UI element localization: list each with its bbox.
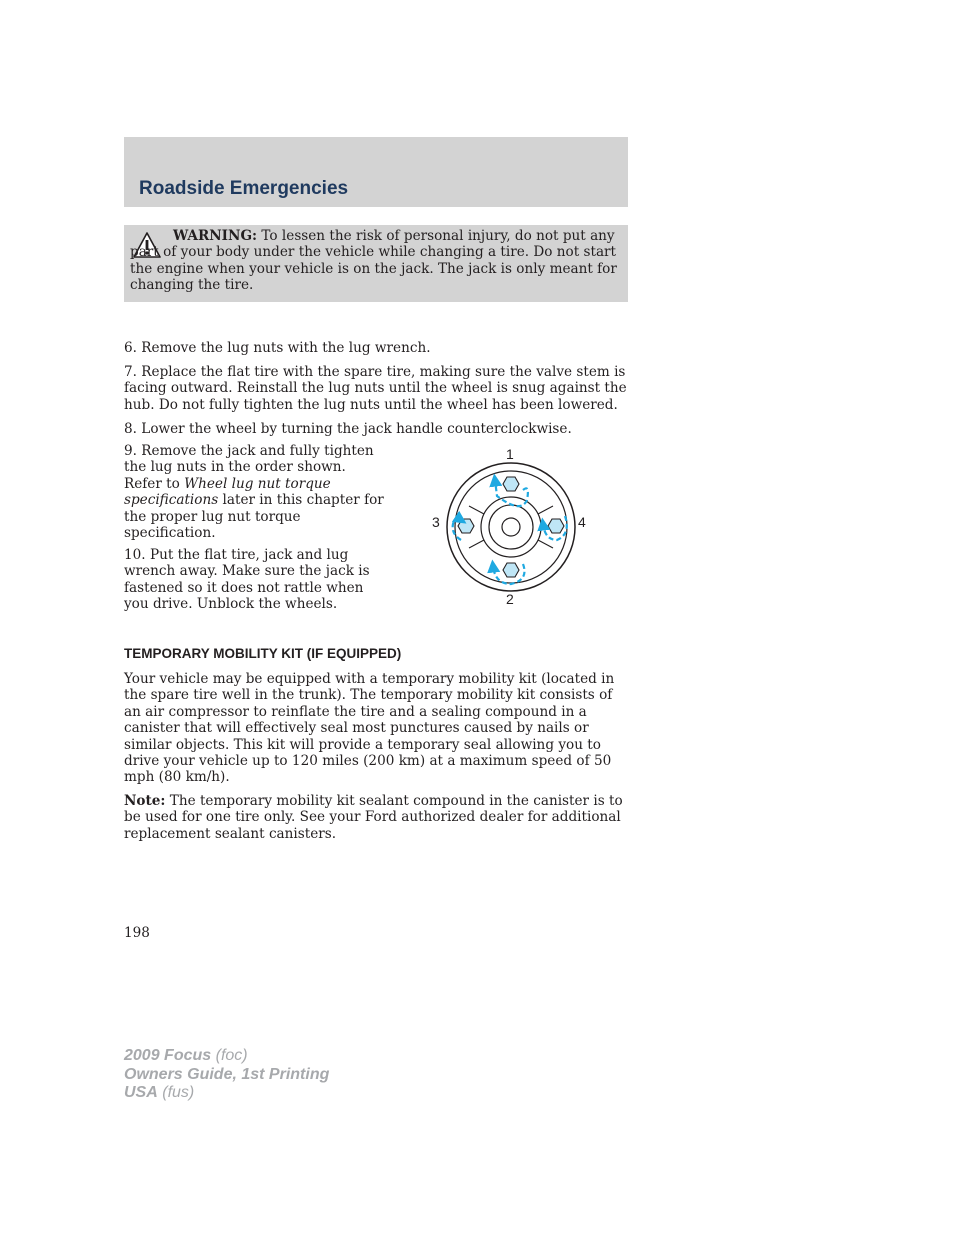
note-paragraph: [124, 793, 628, 842]
lug-nut-1: [503, 477, 519, 491]
footer-line-3: [124, 1084, 329, 1103]
diagram-label-3: 3: [432, 514, 440, 530]
note-label: Note:: [124, 793, 166, 809]
step-6: 6. Remove the lug nuts with the lug wrench.: [124, 340, 431, 356]
warning-label: WARNING:: [173, 228, 258, 244]
lug-nut-order-diagram: [425, 444, 595, 614]
footer-line-1: [124, 1047, 329, 1066]
lug-nut-4: [548, 519, 564, 533]
footer: [124, 1047, 329, 1103]
step-9-text: 9. Remove the jack and fully tighten the lug nuts in the order shown. Refer to: [124, 443, 374, 492]
torque-spec-reference: Wheel lug nut torque specifications: [124, 475, 331, 509]
footer-market-code: (fus): [162, 1084, 195, 1101]
step-8: 8. Lower the wheel by turning the jack handle counterclockwise.: [124, 421, 572, 437]
diagram-label-2: 2: [506, 591, 514, 607]
footer-market: USA: [124, 1084, 158, 1101]
diagram-label-1: 1: [506, 446, 514, 462]
step-7: 7. Replace the flat tire with the spare tire, making sure the valve stem is facing outward. Reinstall the lug nuts until the wheel is snug against the hub. Do not fully tighten the lug nuts until the wheel has been lowered.: [124, 364, 627, 413]
footer-edition: Owners Guide, 1st Printing: [124, 1065, 330, 1083]
spoke-line: [469, 540, 484, 548]
warning-box: [124, 225, 628, 302]
section-body: Your vehicle may be equipped with a temporary mobility kit (located in the spare tire well in the trunk). The temporary mobility kit consists of an air compressor to reinflate the tire and a sealing compound in a canister that will effectively seal most punctures caused by nails or similar objects. This kit will provide a temporary seal allowing you to drive your vehicle up to 120 miles (200 km) at a maximum speed of 50 mph (80 km/h).: [124, 671, 615, 786]
warning-body: To lessen the risk of personal injury, do not put any part of your body under the vehicle while changing a tire. Do not start the engine when your vehicle is on the jack. The jack is only meant for changing the tire.: [130, 228, 617, 294]
footer-line-2: [124, 1066, 329, 1085]
note-text: The temporary mobility kit sealant compound in the canister is to be used for one tire only. See your Ford authorized dealer for additional replacement sealant canisters.: [124, 793, 623, 842]
page-title: Roadside Emergencies: [139, 178, 349, 199]
spoke-line: [538, 540, 553, 548]
spoke-line: [469, 506, 484, 514]
diagram-label-4: 4: [578, 514, 586, 530]
step-9-text-end: later in this chapter for the proper lug nut torque specification.: [124, 492, 384, 542]
warning-text: [130, 228, 622, 294]
footer-model-code: (foc): [215, 1047, 248, 1064]
lug-nut-3: [458, 519, 474, 533]
section-heading: TEMPORARY MOBILITY KIT (IF EQUIPPED): [124, 646, 402, 661]
wheel-hub-outer: [489, 505, 533, 549]
wheel-center-cap: [502, 518, 520, 536]
wheel-hub-ring: [481, 497, 541, 557]
step-9: [124, 443, 384, 541]
header-band: [124, 137, 628, 207]
footer-model: 2009 Focus: [124, 1047, 212, 1064]
step-10: 10. Put the flat tire, jack and lug wrench away. Make sure the jack is fastened so it does not rattle when you drive. Unblock the wheels.: [124, 547, 370, 613]
spoke-line: [538, 506, 553, 514]
lug-nut-2: [503, 563, 519, 577]
page-number: 198: [124, 925, 150, 941]
